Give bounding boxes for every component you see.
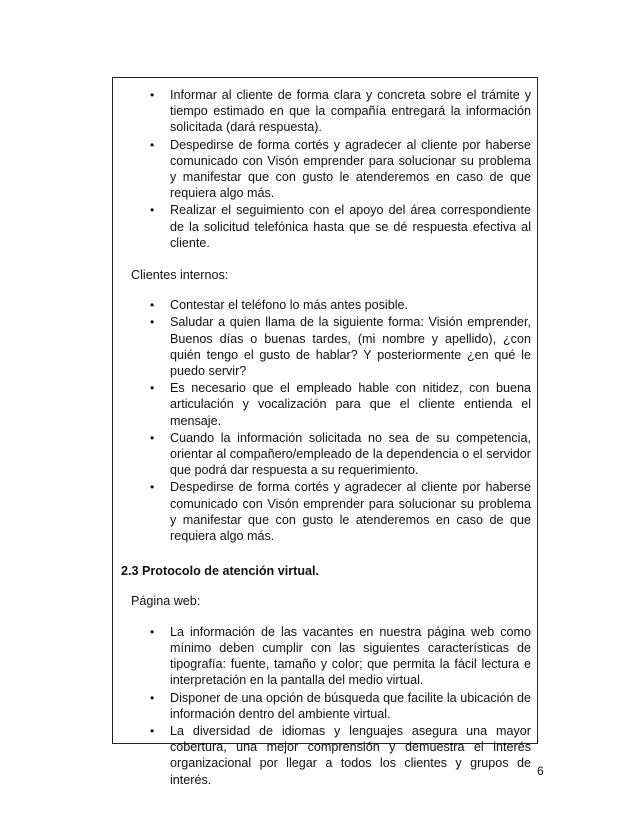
- list-item-text: Informar al cliente de forma clara y concreta sobre el trámite y tiempo estimado en que la compañía entregará la información solicitada (dará respuesta).: [170, 88, 531, 135]
- list-item: [121, 624, 531, 689]
- list-item: [121, 314, 531, 379]
- bullet-icon: •: [150, 298, 155, 313]
- bullet-icon: •: [150, 381, 155, 396]
- list-item-text: Es necesario que el empleado hable con nitidez, con buena articulación y vocalización para que el cliente entienda el mensaje.: [170, 381, 531, 428]
- list-item-text: Saludar a quien llama de la siguiente forma: Visión emprender, Buenos días o buenas tardes, (mi nombre y apellido), ¿con quién tengo el gusto de hablar? Y posteriormente ¿en qué le puedo servir?: [170, 315, 531, 379]
- list-item-text: La diversidad de idiomas y lenguajes asegura una mayor cobertura, una mejor comprensión y demuestra el interés organizacional por llegar a todos los clientes y grupos de interés.: [170, 723, 531, 787]
- bullet-icon: •: [150, 690, 155, 705]
- web-page-label: Página web:: [131, 594, 201, 609]
- list-item: [121, 202, 531, 251]
- bullet-icon: •: [150, 480, 155, 495]
- bullet-list-web: [121, 624, 531, 788]
- document-body: [121, 87, 531, 789]
- section-heading: 2.3 Protocolo de atención virtual.: [121, 564, 320, 579]
- bullet-icon: •: [150, 137, 155, 152]
- list-item-text: Despedirse de forma cortés y agradecer al cliente por haberse comunicado con Visón emprender para solucionar su problema y manifestar que con gusto le atenderemos en caso de que requiera algo más.: [170, 137, 531, 201]
- list-item: [121, 479, 531, 544]
- page-number: 6: [537, 764, 544, 778]
- bullet-icon: •: [150, 624, 155, 639]
- list-item-text: Cuando la información solicitada no sea de su competencia, orientar al compañero/empleado de la dependencia o el servidor que podrá dar respuesta a su requerimiento.: [170, 430, 531, 478]
- list-item: [121, 723, 531, 788]
- bullet-icon: •: [150, 430, 155, 445]
- list-item-text: Despedirse de forma cortés y agradecer al cliente por haberse comunicado con Visón emprender para solucionar su problema y manifestar que con gusto le atenderemos en caso de que requiera algo más.: [170, 480, 531, 544]
- list-item-text: Disponer de una opción de búsqueda que facilite la ubicación de información dentro del ambiente virtual.: [170, 690, 531, 721]
- list-item: [121, 137, 531, 202]
- bullet-icon: •: [150, 203, 155, 218]
- list-item-text: Contestar el teléfono lo más antes posible.: [170, 298, 409, 313]
- internal-clients-label: Clientes internos:: [131, 268, 229, 283]
- bullet-icon: •: [150, 315, 155, 330]
- list-item: [121, 87, 531, 136]
- bullet-list-internal: [121, 297, 531, 544]
- bullet-icon: •: [150, 88, 155, 102]
- list-item: [121, 380, 531, 429]
- bullet-list-external: [121, 87, 531, 251]
- bullet-icon: •: [150, 723, 155, 738]
- list-item-text: Realizar el seguimiento con el apoyo del área correspondiente de la solicitud telefónica hasta que se dé respuesta efectiva al cliente.: [170, 203, 531, 250]
- list-item: [121, 430, 531, 479]
- list-item: [121, 690, 531, 722]
- list-item-text: La información de las vacantes en nuestra página web como mínimo deben cumplir con las siguientes características de tipografía: fuente, tamaño y color; que permita la fácil lectura e interpretación en la pantalla del medio virtual.: [170, 624, 531, 688]
- list-item: [121, 297, 531, 313]
